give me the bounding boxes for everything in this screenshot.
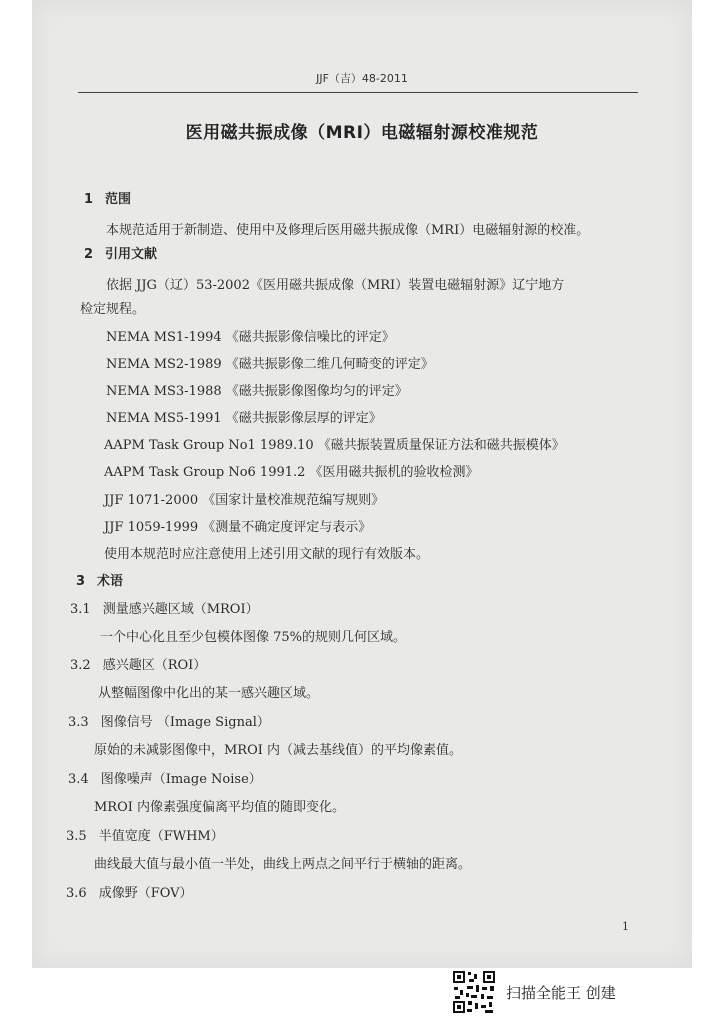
term-definition: 原始的未减影图像中，MROI 内（减去基线值）的平均像素值。 xyxy=(94,743,463,758)
section-number: 3 xyxy=(76,574,86,589)
term-definition: 曲线最大值与最小值一半处，曲线上两点之间平行于横轴的距离。 xyxy=(94,857,472,872)
term-heading xyxy=(66,825,224,844)
term-heading xyxy=(70,598,259,617)
section-1-text: 本规范适用于新制造、使用中及修理后医用磁共振成像（MRI）电磁辐射源的校准。 xyxy=(106,223,590,238)
section-2-heading xyxy=(84,243,157,262)
qr-code-icon xyxy=(452,970,496,1014)
reference-item: JJF 1059-1999 《测量不确定度评定与表示》 xyxy=(104,520,372,535)
section-3-heading xyxy=(76,570,123,589)
section-2-intro-cont: 检定规程。 xyxy=(80,302,146,317)
term-number: 3.6 xyxy=(66,886,87,901)
term-number: 3.4 xyxy=(68,772,89,787)
section-2-closing: 使用本规范时应注意使用上述引用文献的现行有效版本。 xyxy=(104,547,430,562)
section-title: 范围 xyxy=(105,192,132,207)
term-title: 感兴趣区（ROI） xyxy=(102,658,207,673)
scanner-watermark xyxy=(452,970,616,1014)
reference-item: AAPM Task Group No1 1989.10 《磁共振装置质量保证方法和磁共振模体》 xyxy=(104,438,565,453)
standard-code: JJF（吉）48-2011 xyxy=(316,72,408,85)
reference-item: NEMA MS5-1991 《磁共振影像层厚的评定》 xyxy=(106,411,382,426)
section-number: 1 xyxy=(84,192,94,207)
section-title: 术语 xyxy=(97,574,124,589)
term-number: 3.5 xyxy=(66,829,87,844)
reference-item: JJF 1071-2000 《国家计量校准规范编写规则》 xyxy=(104,493,385,508)
term-number: 3.1 xyxy=(70,602,91,617)
term-definition: 从整幅图像中化出的某一感兴趣区域。 xyxy=(98,686,320,701)
reference-item: NEMA MS1-1994 《磁共振影像信噪比的评定》 xyxy=(106,330,395,345)
term-title: 测量感兴趣区域（MROI） xyxy=(102,602,259,617)
term-number: 3.2 xyxy=(70,658,91,673)
reference-item: AAPM Task Group No6 1991.2 《医用磁共振机的验收检测》 xyxy=(104,465,479,480)
term-definition: MROI 内像素强度偏离平均值的随即变化。 xyxy=(94,800,346,815)
reference-item: NEMA MS2-1989 《磁共振影像二维几何畸变的评定》 xyxy=(106,357,434,372)
term-heading xyxy=(66,882,193,901)
section-1-heading xyxy=(84,188,131,207)
header-divider xyxy=(78,92,638,93)
document-page xyxy=(32,0,692,968)
term-title: 半值宽度（FWHM） xyxy=(98,829,224,844)
section-number: 2 xyxy=(84,247,94,262)
watermark-text: 扫描全能王 创建 xyxy=(506,983,616,1002)
page-number: 1 xyxy=(622,920,629,933)
reference-item: NEMA MS3-1988 《磁共振影像图像均匀的评定》 xyxy=(106,384,408,399)
term-heading xyxy=(68,768,262,787)
term-definition: 一个中心化且至少包模体图像 75%的规则几何区域。 xyxy=(100,630,407,645)
term-heading xyxy=(70,654,206,673)
term-title: 成像野（FOV） xyxy=(98,886,193,901)
term-number: 3.3 xyxy=(68,715,89,730)
document-title: 医用磁共振成像（MRI）电磁辐射源校准规范 xyxy=(185,123,539,143)
section-2-intro: 依据 JJG（辽）53-2002《医用磁共振成像（MRI）装置电磁辐射源》辽宁地方 xyxy=(106,278,565,293)
term-title: 图像噪声（Image Noise） xyxy=(100,772,262,787)
term-heading xyxy=(68,711,270,730)
term-title: 图像信号 （Image Signal） xyxy=(100,715,270,730)
section-title: 引用文献 xyxy=(105,247,158,262)
